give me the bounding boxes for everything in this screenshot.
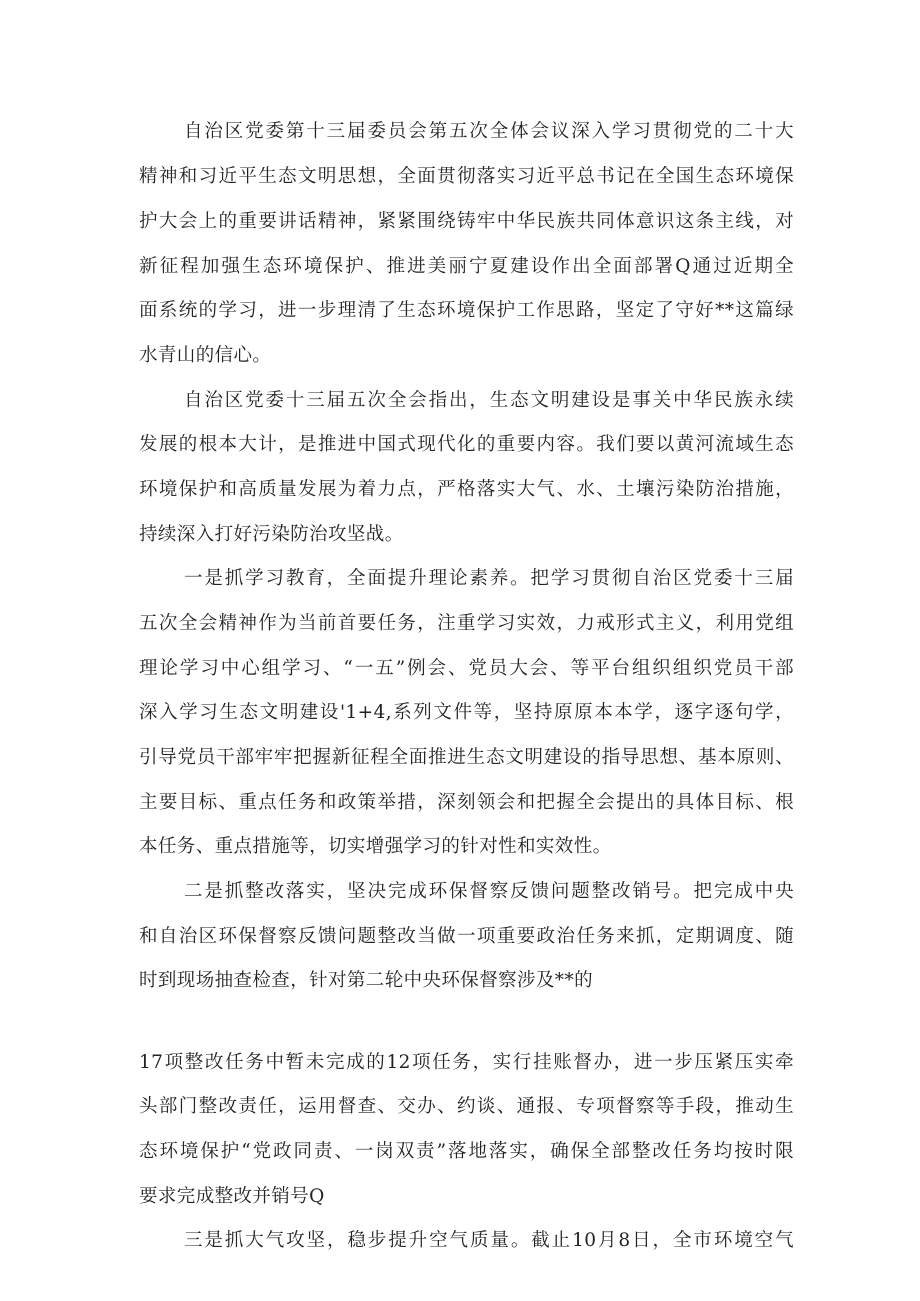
text-line: 和自治区环保督察反馈问题整改当做一项重要政治任务来抓，定期调度、随 bbox=[139, 926, 794, 947]
text-line: 发展的根本大计，是推进中国式现代化的重要内容。我们要以黄河流域生态 bbox=[139, 434, 794, 455]
text-line: 二是抓整改落实，坚决完成环保督察反馈问题整改销号。把完成中央 bbox=[184, 881, 794, 902]
text-line: 引导党员干部牢牢把握新征程全面推进生态文明建设的指导思想、基本原则、 bbox=[139, 747, 794, 768]
text-line: 一是抓学习教育，全面提升理论素养。把学习贯彻自治区党委十三届 bbox=[184, 568, 794, 589]
text-line: 本任务、重点措施等，切实增强学习的针对性和实效性。 bbox=[139, 836, 612, 857]
text-line: 时到现场抽查检查，针对第二轮中央环保督察涉及**的 bbox=[139, 970, 594, 991]
text-line: 水青山的信心。 bbox=[139, 345, 272, 366]
text-line: 要求完成整改并销号Q bbox=[139, 1186, 325, 1207]
text-line: 面系统的学习，进一步理清了生态环境保护工作思路，坚定了守好**这篇绿 bbox=[139, 300, 794, 321]
text-line: 持续深入打好污染防治攻坚战。 bbox=[139, 524, 404, 545]
text-line: 精神和习近平生态文明思想，全面贯彻落实习近平总书记在全国生态环境保 bbox=[139, 166, 794, 187]
text-line: 深入学习生态文明建设'1+4,系列文件等，坚持原原本本学，逐字逐句学， bbox=[139, 702, 794, 723]
text-line: 护大会上的重要讲话精神，紧紧围绕铸牢中华民族共同体意识这条主线，对 bbox=[139, 211, 794, 232]
text-line: 态环境保护“党政同责、一岗双责”落地落实，确保全部整改任务均按时限 bbox=[139, 1141, 794, 1162]
text-line: 自治区党委第十三届委员会第五次全体会议深入学习贯彻党的二十大 bbox=[184, 121, 794, 142]
text-line: 17项整改任务中暂未完成的12项任务，实行挂账督办，进一步压紧压实牵 bbox=[139, 1052, 794, 1073]
text-line: 自治区党委十三届五次全会指出，生态文明建设是事关中华民族永续 bbox=[184, 390, 794, 411]
text-line: 理论学习中心组学习、“一五”例会、党员大会、等平台组织组织党员干部 bbox=[139, 658, 794, 679]
text-line: 主要目标、重点任务和政策举措，深刻领会和把握全会提出的具体目标、根 bbox=[139, 792, 794, 813]
text-line: 环境保护和高质量发展为着力点，严格落实大气、水、土壤污染防治措施， bbox=[139, 479, 794, 500]
text-line: 头部门整改责任，运用督查、交办、约谈、通报、专项督察等手段，推动生 bbox=[139, 1096, 794, 1117]
text-line: 五次全会精神作为当前首要任务，注重学习实效，力戒形式主义，利用党组 bbox=[139, 613, 794, 634]
text-line: 新征程加强生态环境保护、推进美丽宁夏建设作出全面部署Q通过近期全 bbox=[139, 256, 794, 277]
text-line: 三是抓大气攻坚，稳步提升空气质量。截止10月8日，全市环境空气 bbox=[184, 1230, 794, 1251]
